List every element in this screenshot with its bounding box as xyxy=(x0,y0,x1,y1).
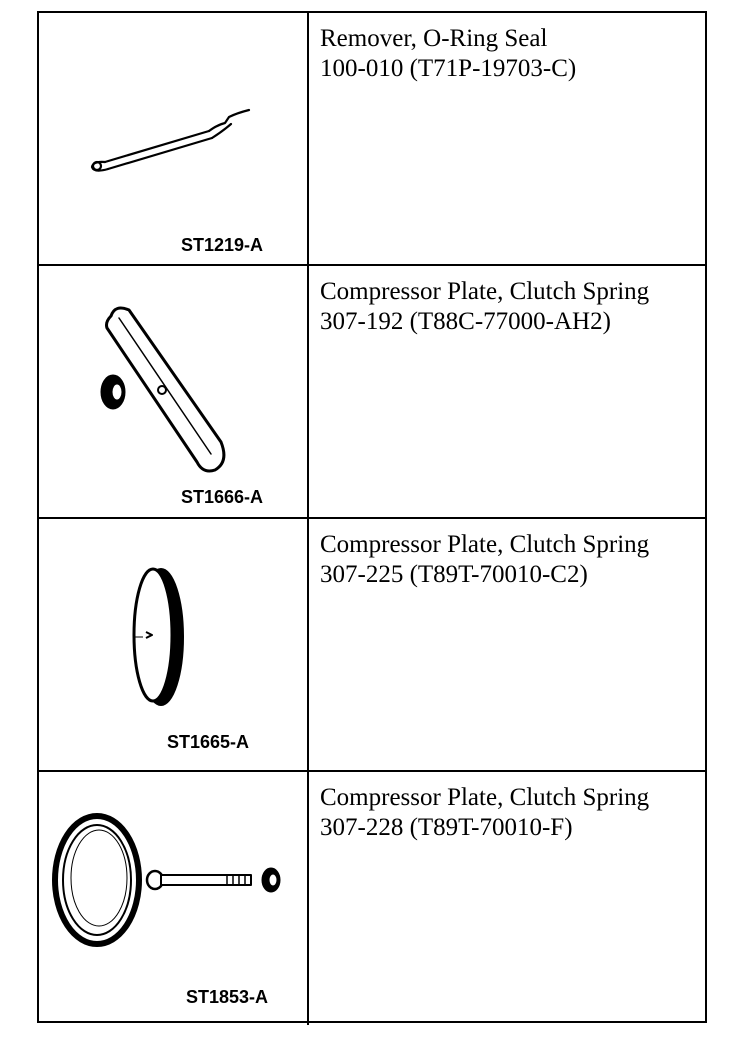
tool-description-cell xyxy=(309,772,705,1025)
tool-part-number: 100-010 (T71P-19703-C) xyxy=(320,55,577,82)
tool-code-label: ST1665-A xyxy=(167,732,250,752)
tool-illustration-cell xyxy=(39,519,309,770)
compressor-plate-ring-bolt-icon xyxy=(39,772,309,1025)
tool-row xyxy=(39,266,705,519)
tool-name: Remover, O-Ring Seal xyxy=(320,25,548,52)
special-tools-table xyxy=(37,11,707,1023)
tool-code-label: ST1853-A xyxy=(186,987,269,1007)
o-ring-remover-icon xyxy=(39,13,309,266)
compressor-plate-bar-icon xyxy=(39,266,309,519)
tool-description-cell xyxy=(309,13,705,264)
tool-illustration-cell xyxy=(39,266,309,517)
tool-name: Compressor Plate, Clutch Spring xyxy=(320,784,650,811)
tool-description-cell xyxy=(309,266,705,517)
tool-code-label: ST1219-A xyxy=(181,235,264,255)
tool-part-number: 307-228 (T89T-70010-F) xyxy=(320,814,573,841)
tool-part-number: 307-225 (T89T-70010-C2) xyxy=(320,561,588,588)
tool-row xyxy=(39,519,705,772)
tool-row xyxy=(39,13,705,266)
tool-part-number: 307-192 (T88C-77000-AH2) xyxy=(320,308,611,335)
tool-illustration-cell xyxy=(39,13,309,264)
tool-name: Compressor Plate, Clutch Spring xyxy=(320,531,650,558)
tool-code-label: ST1666-A xyxy=(181,487,264,507)
tool-illustration-cell xyxy=(39,772,309,1025)
tool-name: Compressor Plate, Clutch Spring xyxy=(320,278,650,305)
tool-description-cell xyxy=(309,519,705,770)
tool-row xyxy=(39,772,705,1025)
